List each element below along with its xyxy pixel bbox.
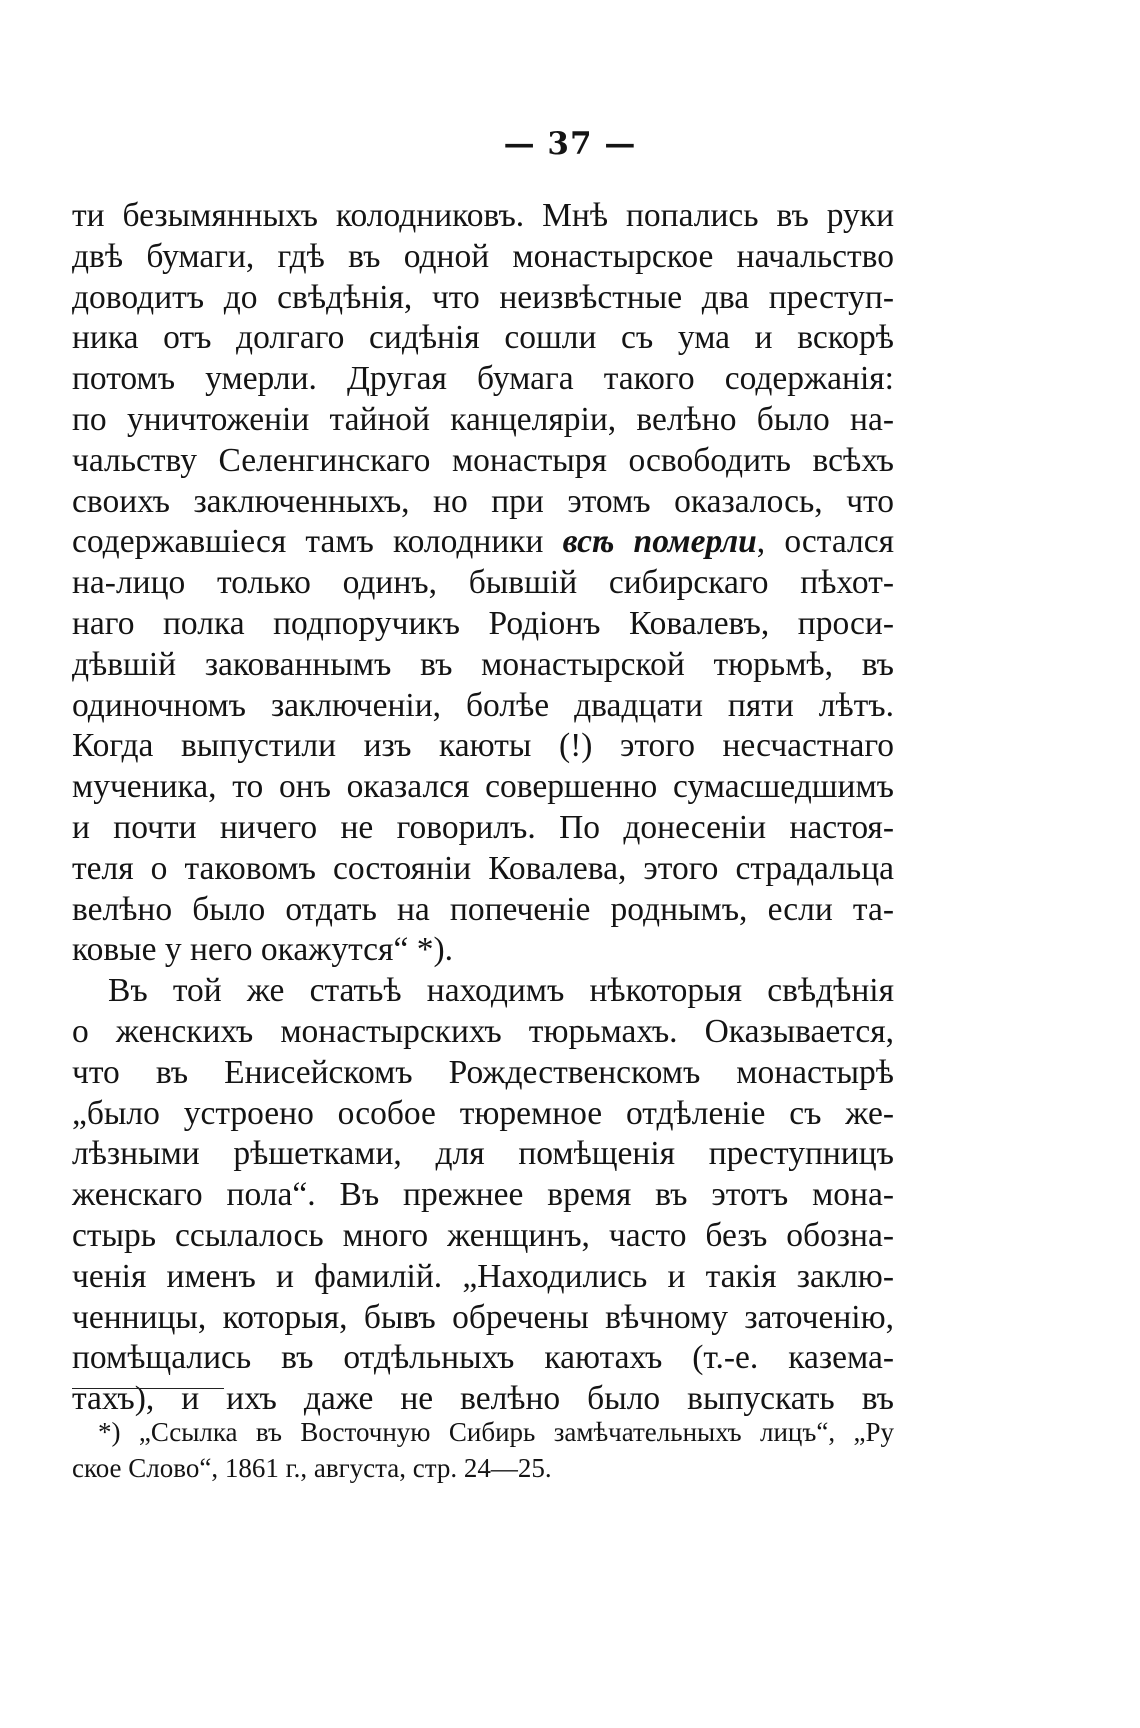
text-line: и почти ничего не говорилъ. По донесеніи настоя- xyxy=(72,808,894,846)
text-line: ковые у него окажутся“ *). xyxy=(72,931,453,969)
text-line: помѣщались въ отдѣльныхъ каютахъ (т.-е. казема- xyxy=(72,1339,894,1377)
text-line: одиночномъ заключеніи, болѣе двадцати пяти лѣтъ. xyxy=(72,686,894,724)
text-line: мученика, то онъ оказался совершенно сумасшедшимъ xyxy=(72,768,894,806)
text-line: женскаго пола“. Въ прежнее время въ этотъ мона- xyxy=(72,1176,894,1214)
footnote-line: ское Слово“, 1861 г., августа, стр. 24—25. xyxy=(72,1453,552,1483)
text-line: лѣзными рѣшетками, для помѣщенія преступницъ xyxy=(72,1135,894,1173)
text-segment: содержавшіеся тамъ колодники xyxy=(72,523,563,561)
emphasized-text: всѣ померли xyxy=(562,523,757,561)
text-line: по уничтоженіи тайной канцеляріи, велѣно было на- xyxy=(72,400,894,438)
text-line: доводитъ до свѣдѣнія, что неизвѣстные два преступ- xyxy=(72,278,894,316)
text-line: своихъ заключенныхъ, но при этомъ оказалось, что xyxy=(72,482,894,520)
text-line: что въ Енисейскомъ Рождественскомъ монастырѣ xyxy=(72,1053,894,1091)
main-text xyxy=(72,196,894,1420)
text-line: ченницы, которыя, бывъ обречены вѣчному заточенію, xyxy=(72,1298,894,1336)
footnote-divider xyxy=(72,1388,224,1389)
text-line: „было устроено особое тюремное отдѣленіе съ же- xyxy=(72,1094,894,1132)
page-number: — 37 — xyxy=(503,126,637,162)
footnote-line: *) „Ссылка въ Восточную Сибирь замѣчательныхъ лицъ“, „Ру xyxy=(98,1417,894,1447)
text-segment: , остался xyxy=(756,523,894,561)
text-line: потомъ умерли. Другая бумага такого содержанія: xyxy=(72,360,894,398)
text-line: чальству Селенгинскаго монастыря освободить всѣхъ xyxy=(72,441,894,479)
text-line: на-лицо только одинъ, бывшій сибирскаго пѣхот- xyxy=(72,564,894,602)
footnote xyxy=(72,1414,894,1486)
text-line: ти безымянныхъ колодниковъ. Мнѣ попались въ руки xyxy=(72,197,894,234)
text-line: двѣ бумаги, гдѣ въ одной монастырское начальство xyxy=(72,237,894,275)
text-line: Когда выпустили изъ каюты (!) этого несчастнаго xyxy=(72,727,894,765)
text-line: теля о таковомъ состояніи Ковалева, этого страдальца xyxy=(72,849,894,887)
text-line: дѣвшій закованнымъ въ монастырской тюрьмѣ, въ xyxy=(72,645,894,683)
text-line: тахъ), и ихъ даже не велѣно было выпускать въ xyxy=(72,1380,894,1418)
text-line: наго полка подпоручикъ Родіонъ Ковалевъ, проси- xyxy=(72,604,894,642)
text-line: ченія именъ и фамилій. „Находились и такія заклю- xyxy=(72,1257,894,1295)
text-line: ника отъ долгаго сидѣнія сошли съ ума и вскорѣ xyxy=(72,319,894,357)
text-line: о женскихъ монастырскихъ тюрьмахъ. Оказывается, xyxy=(72,1012,894,1050)
text-line-with-emphasis xyxy=(72,522,894,563)
text-line: велѣно было отдать на попеченіе роднымъ, если та- xyxy=(72,890,894,928)
text-line: стырь ссылалось много женщинъ, часто безъ обозна- xyxy=(72,1216,894,1254)
paragraph-start-line: Въ той же статьѣ находимъ нѣкоторыя свѣдѣнія xyxy=(108,972,894,1010)
